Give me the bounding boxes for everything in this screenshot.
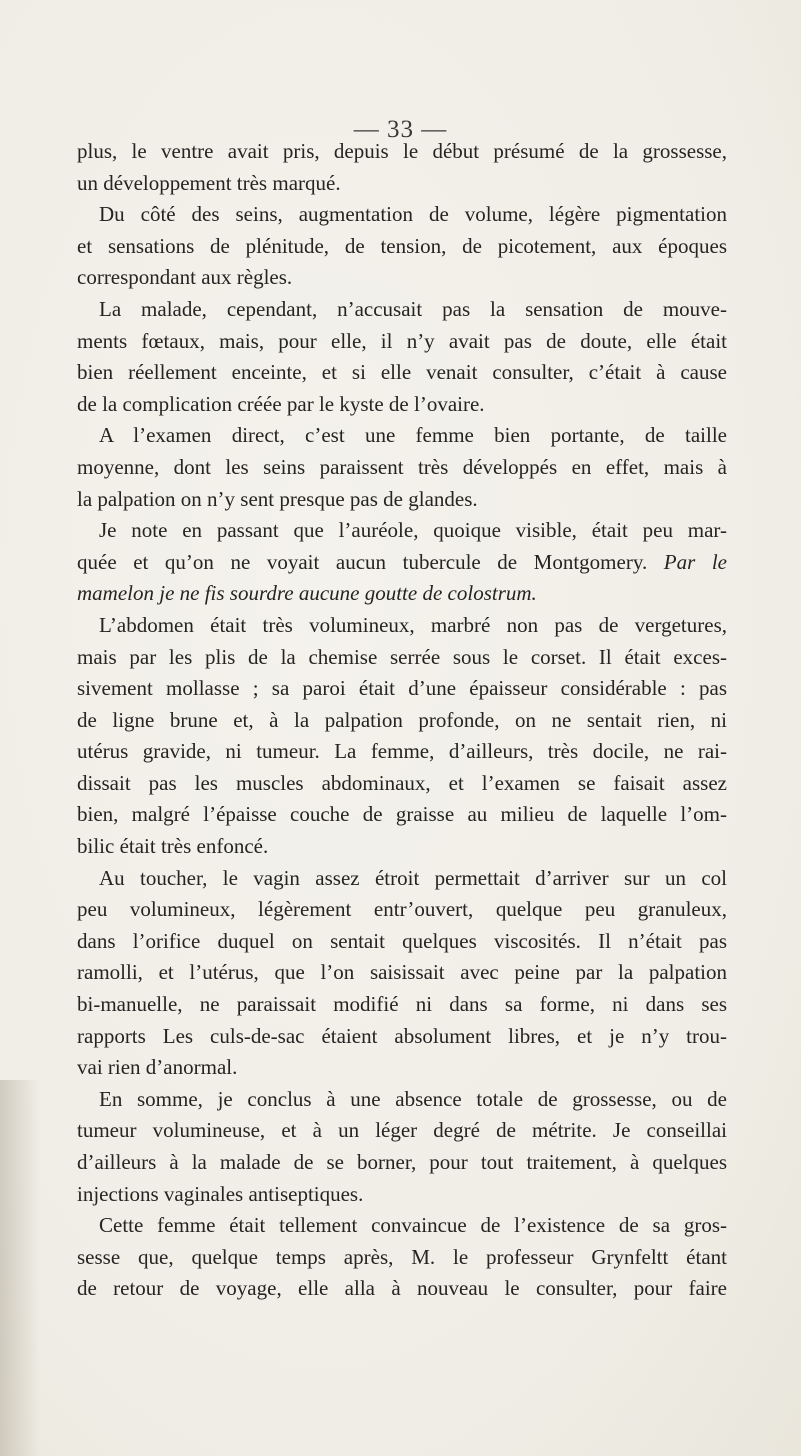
text-line: [77, 326, 727, 358]
text-line-content: correspondant aux règles.: [77, 265, 293, 290]
italic-text: mamelon je ne fis sourdre aucune goutte de colostrum.: [77, 581, 537, 606]
text-line-content: peu volumineux, légèrement entr’ouvert, quelque peu granuleux,: [77, 897, 727, 922]
text-line: [77, 515, 727, 547]
text-line-content: de ligne brune et, à la palpation profonde, on ne sentait rien, ni: [77, 707, 727, 732]
text-line-content: Du côté des seins, augmentation de volume, légère pigmentation: [99, 202, 727, 227]
text-line: [77, 389, 727, 421]
italic-text: Par le: [663, 549, 727, 574]
text-line-content: dans l’orifice duquel on sentait quelques viscosités. Il n’était pas: [77, 928, 727, 953]
text-line-content: A l’examen direct, c’est une femme bien portante, de taille: [99, 423, 727, 448]
text-line: [77, 705, 727, 737]
body-text: [77, 136, 727, 1305]
text-line-content: La malade, cependant, n’accusait pas la sensation de mouve-: [99, 296, 727, 321]
text-line-content: rapports Les culs-de-sac étaient absolument libres, et je n’y trou-: [77, 1023, 727, 1048]
text-line: [77, 736, 727, 768]
text-line: [77, 673, 727, 705]
text-line: [77, 1084, 727, 1116]
text-line-content: ments fœtaux, mais, pour elle, il n’y avait pas de doute, elle était: [77, 328, 727, 353]
text-line-content: bien réellement enceinte, et si elle venait consulter, c’était à cause: [77, 360, 727, 385]
text-line: [77, 262, 727, 294]
text-line-content: vai rien d’anormal.: [77, 1055, 238, 1080]
text-line-content: moyenne, dont les seins paraissent très développés en effet, mais à: [77, 454, 727, 479]
text-line: [77, 894, 727, 926]
text-line-content: et sensations de plénitude, de tension, de picotement, aux époques: [77, 233, 727, 258]
text-line-content: injections vaginales antiseptiques.: [77, 1181, 364, 1206]
text-line: [77, 926, 727, 958]
text-line-content: de retour de voyage, elle alla à nouveau le consulter, pour faire: [77, 1276, 727, 1301]
text-line-content: de la complication créée par le kyste de l’ovaire.: [77, 391, 485, 416]
text-line-content: d’ailleurs à la malade de se borner, pour tout traitement, à quelques: [77, 1150, 727, 1174]
text-line-content: bilic était très enfoncé.: [77, 834, 269, 859]
text-line-content: Au toucher, le vagin assez étroit permettait d’arriver sur un col: [99, 865, 727, 890]
text-line: [77, 1273, 727, 1305]
text-line-content: tumeur volumineuse, et à un léger degré de métrite. Je conseillai: [77, 1118, 727, 1143]
text-line: [77, 357, 727, 389]
text-line-content: En somme, je conclus à une absence totale de grossesse, ou de: [99, 1086, 727, 1111]
text-line: [77, 610, 727, 642]
text-line-content: un développement très marqué.: [77, 170, 341, 195]
text-line-content: Cette femme était tellement convaincue de l’existence de sa gros-: [99, 1213, 727, 1238]
text-line: [77, 1210, 727, 1242]
text-line: [77, 831, 727, 863]
text-line-content: Je note en passant que l’auréole, quoique visible, était peu mar-: [99, 518, 727, 543]
text-line: [77, 989, 727, 1021]
text-line: [77, 294, 727, 326]
text-line-content: bien, malgré l’épaisse couche de graisse au milieu de laquelle l’om-: [77, 802, 727, 827]
page-number: — 33 —: [353, 116, 448, 143]
text-line-content: la palpation on n’y sent presque pas de glandes.: [77, 486, 478, 511]
text-line: [77, 420, 727, 452]
text-line: [77, 136, 727, 168]
text-line-content: plus, le ventre avait pris, depuis le début présumé de la grossesse,: [77, 139, 727, 163]
text-line: [77, 863, 727, 895]
text-line: [77, 1052, 727, 1084]
text-line: [77, 231, 727, 263]
text-line: [77, 1242, 727, 1274]
text-line-content: sivement mollasse ; sa paroi était d’une épaisseur considérable : pas: [77, 676, 727, 701]
page-edge-shadow: [0, 1080, 40, 1456]
text-line-content: dissait pas les muscles abdominaux, et l’examen se faisait assez: [77, 770, 727, 795]
text-line: [77, 768, 727, 800]
text-line-content: sesse que, quelque temps après, M. le professeur Grynfeltt étant: [77, 1244, 727, 1269]
text-line-content: utérus gravide, ni tumeur. La femme, d’ailleurs, très docile, ne rai-: [77, 739, 727, 764]
text-line: [77, 199, 727, 231]
text-line: [77, 799, 727, 831]
text-line-content: mais par les plis de la chemise serrée sous le corset. Il était exces-: [77, 644, 727, 669]
text-line-content: quée et qu’on ne voyait aucun tubercule de Montgomery.: [77, 549, 648, 574]
text-line: [77, 168, 727, 200]
text-line: [77, 957, 727, 989]
text-line: [77, 452, 727, 484]
text-line-content: L’abdomen était très volumineux, marbré non pas de vergetures,: [99, 612, 727, 637]
text-line: [77, 484, 727, 516]
text-line-content: ramolli, et l’utérus, que l’on saisissait avec peine par la palpation: [77, 960, 727, 985]
text-line: [77, 1179, 727, 1211]
text-line: [77, 547, 727, 579]
text-line: [77, 642, 727, 674]
text-line: [77, 1021, 727, 1053]
text-line: [77, 578, 727, 610]
text-line-content: bi-manuelle, ne paraissait modifié ni dans sa forme, ni dans ses: [77, 992, 727, 1017]
text-line: [77, 1147, 727, 1179]
text-line: [77, 1115, 727, 1147]
